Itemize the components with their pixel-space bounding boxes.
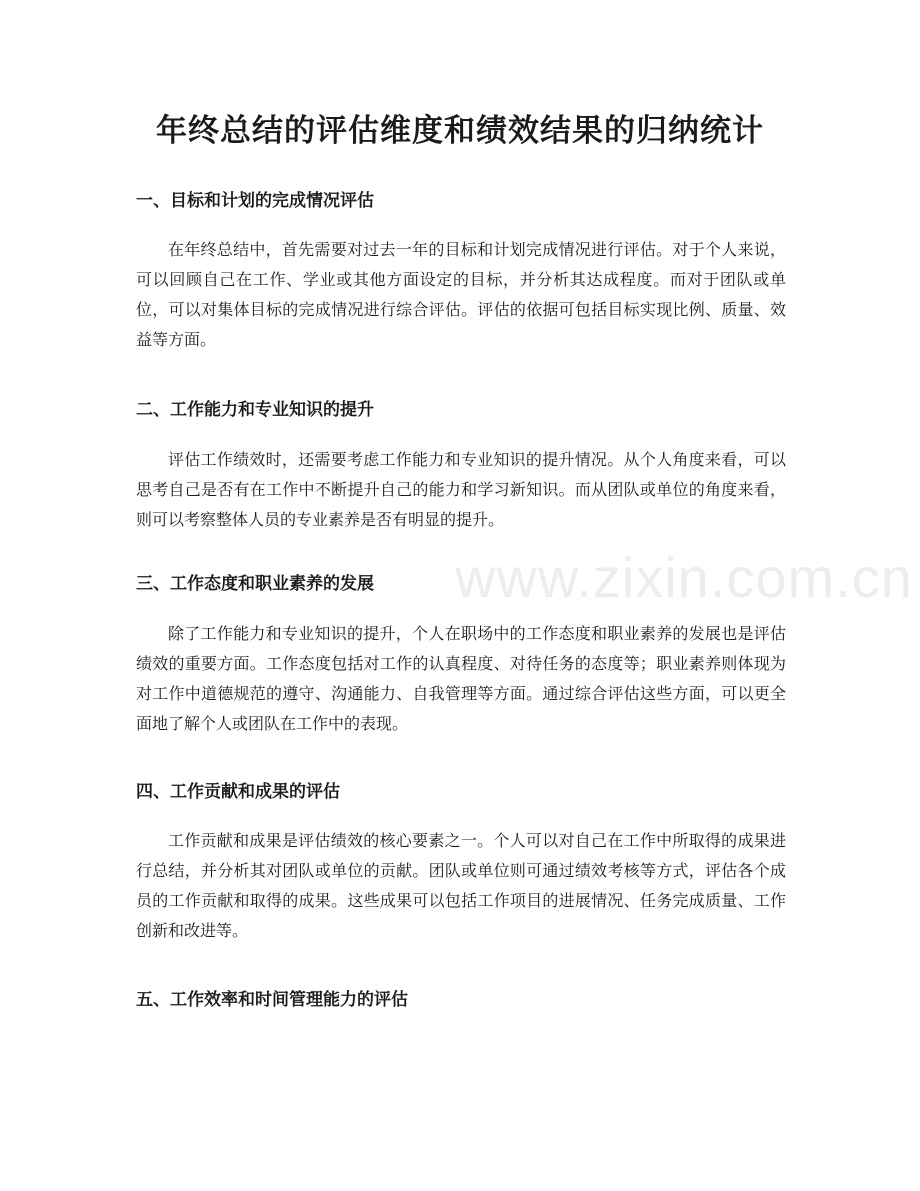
section-heading-3: 三、工作态度和职业素养的发展 <box>136 574 374 594</box>
section-heading-1: 一、目标和计划的完成情况评估 <box>136 191 374 211</box>
section-heading-5: 五、工作效率和时间管理能力的评估 <box>136 990 408 1010</box>
section-body-4: 工作贡献和成果是评估绩效的核心要素之一。个人可以对自己在工作中所取得的成果进行总结，并分析其对团队或单位的贡献。团队或单位则可通过绩效考核等方式，评估各个成员的工作贡献和取得的成果。这些成果可以包括工作项目的进展情况、任务完成质量、工作创新和改进等。 <box>136 831 786 940</box>
section-body-1: 在年终总结中，首先需要对过去一年的目标和计划完成情况进行评估。对于个人来说，可以回顾自己在工作、学业或其他方面设定的目标，并分析其达成程度。而对于团队或单位，可以对集体目标的完成情况进行综合评估。评估的依据可包括目标实现比例、质量、效益等方面。 <box>136 240 786 349</box>
section-body-3: 除了工作能力和专业知识的提升，个人在职场中的工作态度和职业素养的发展也是评估绩效的重要方面。工作态度包括对工作的认真程度、对待任务的态度等；职业素养则体现为对工作中道德规范的遵守、沟通能力、自我管理等方面。通过综合评估这些方面，可以更全面地了解个人或团队在工作中的表现。 <box>136 624 786 733</box>
section-heading-4: 四、工作贡献和成果的评估 <box>136 782 340 802</box>
document-title: 年终总结的评估维度和绩效结果的归纳统计 <box>156 113 764 149</box>
watermark: www.zixin.com.cn <box>455 546 913 609</box>
section-heading-2: 二、工作能力和专业知识的提升 <box>136 400 374 420</box>
section-body-2: 评估工作绩效时，还需要考虑工作能力和专业知识的提升情况。从个人角度来看，可以思考自己是否有在工作中不断提升自己的能力和学习新知识。而从团队或单位的角度来看，则可以考察整体人员的专业素养是否有明显的提升。 <box>136 450 786 529</box>
